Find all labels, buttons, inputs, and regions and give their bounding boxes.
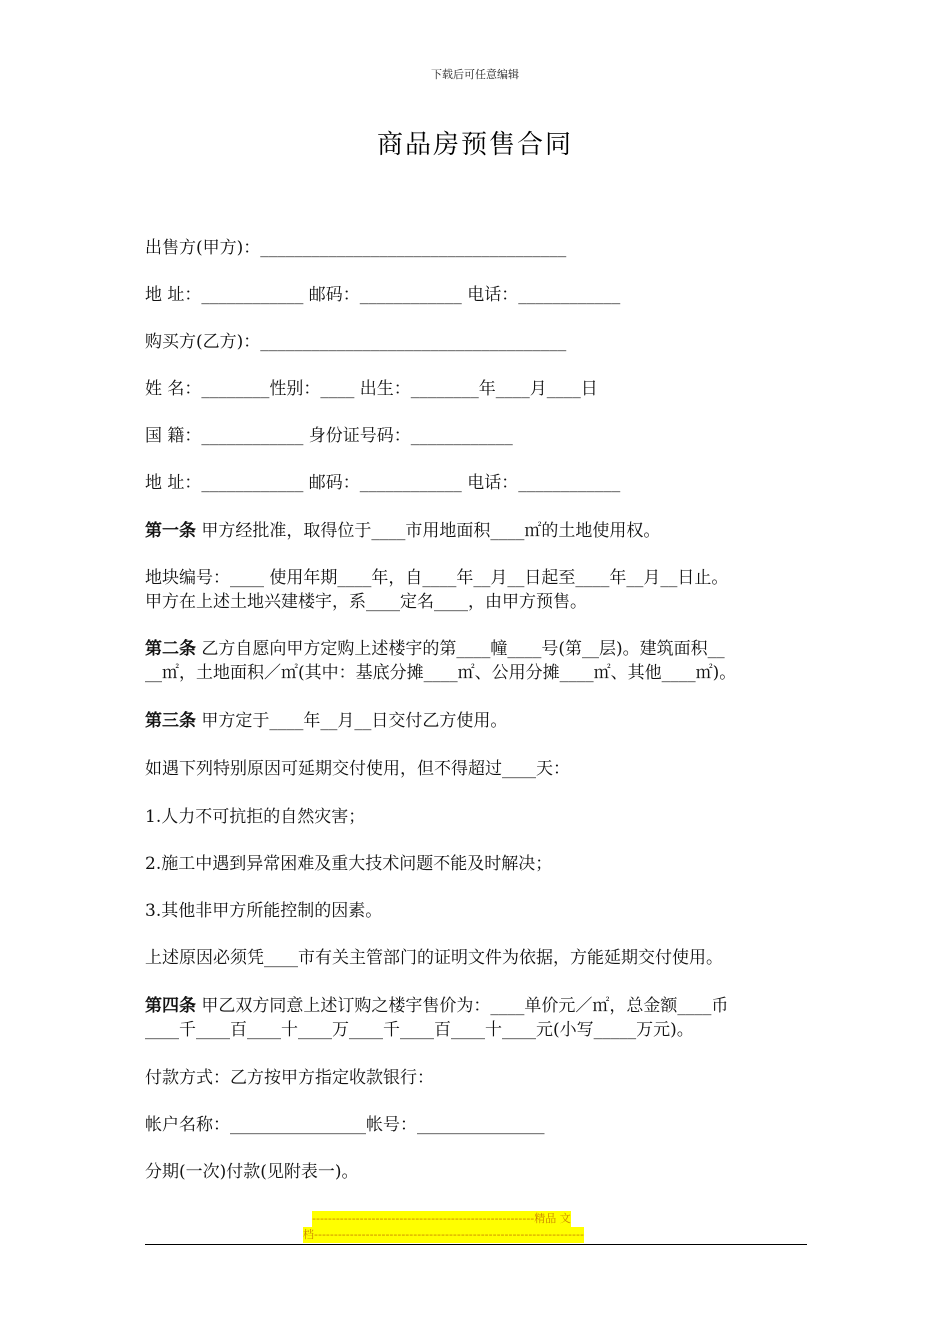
- document-title: 商品房预售合同: [376, 130, 573, 160]
- seller-address-line: 地 址：____________ 邮码：____________ 电话：____________: [145, 285, 621, 305]
- article-3-heading: 第三条: [145, 711, 196, 731]
- reason-1: 1.人力不可抗拒的自然灾害；: [145, 807, 366, 827]
- buyer-name-line: 姓 名：________性别：____ 出生：________年____月____日: [145, 379, 598, 399]
- article-1: 第一条 甲方经批准，取得位于____市用地面积____㎡的土地使用权。: [145, 521, 661, 541]
- article-4: 第四条 甲乙双方同意上述订购之楼宇售价为：____单价元／㎡，总金额____币: [145, 996, 729, 1016]
- payment-method-line: 付款方式：乙方按甲方指定收款银行：: [145, 1068, 434, 1088]
- account-line: 帐户名称：________________帐号：_______________: [145, 1115, 545, 1135]
- area-line: __㎡，土地面积／㎡(其中：基底分摊____㎡、公用分摊____㎡、其他____㎡)。: [145, 663, 737, 683]
- header-note: 下载后可任意编辑: [431, 68, 519, 81]
- plot-number-line: 地块编号：____ 使用年期____年，自____年__月__日起至____年__月__日止。: [145, 568, 729, 588]
- bottom-divider: [145, 1244, 807, 1245]
- amount-line: ____千____百____十____万____千____百____十____元(小写_____万元)。: [145, 1020, 694, 1040]
- proof-line: 上述原因必须凭____市有关主管部门的证明文件为依据，方能延期交付使用。: [145, 948, 723, 968]
- installment-line: 分期(一次)付款(见附表一)。: [145, 1162, 359, 1182]
- reason-3: 3.其他非甲方所能控制的因素。: [145, 901, 383, 921]
- delay-line: 如遇下列特别原因可延期交付使用，但不得超过____天：: [145, 759, 570, 779]
- seller-line: 出售方(甲方)：____________________________________: [145, 238, 567, 258]
- article-2: 第二条 乙方自愿向甲方定购上述楼宇的第____幢____号(第__层)。建筑面积__: [145, 639, 725, 659]
- footer-line-2: 档--------------------------------------------------------------------: [303, 1228, 584, 1241]
- buyer-nationality-line: 国 籍：____________ 身份证号码：____________: [145, 426, 513, 446]
- footer-line-1: --------------------------------------------------------精品 文: [312, 1212, 571, 1225]
- buyer-address-line: 地 址：____________ 邮码：____________ 电话：____________: [145, 473, 621, 493]
- article-2-heading: 第二条: [145, 639, 196, 659]
- reason-2: 2.施工中遇到异常困难及重大技术问题不能及时解决；: [145, 854, 553, 874]
- building-name-line: 甲方在上述土地兴建楼宇，系____定名____，由甲方预售。: [145, 592, 587, 612]
- article-1-heading: 第一条: [145, 521, 196, 541]
- article-4-heading: 第四条: [145, 996, 196, 1016]
- article-3: 第三条 甲方定于____年__月__日交付乙方使用。: [145, 711, 508, 731]
- buyer-line: 购买方(乙方)：____________________________________: [145, 332, 567, 352]
